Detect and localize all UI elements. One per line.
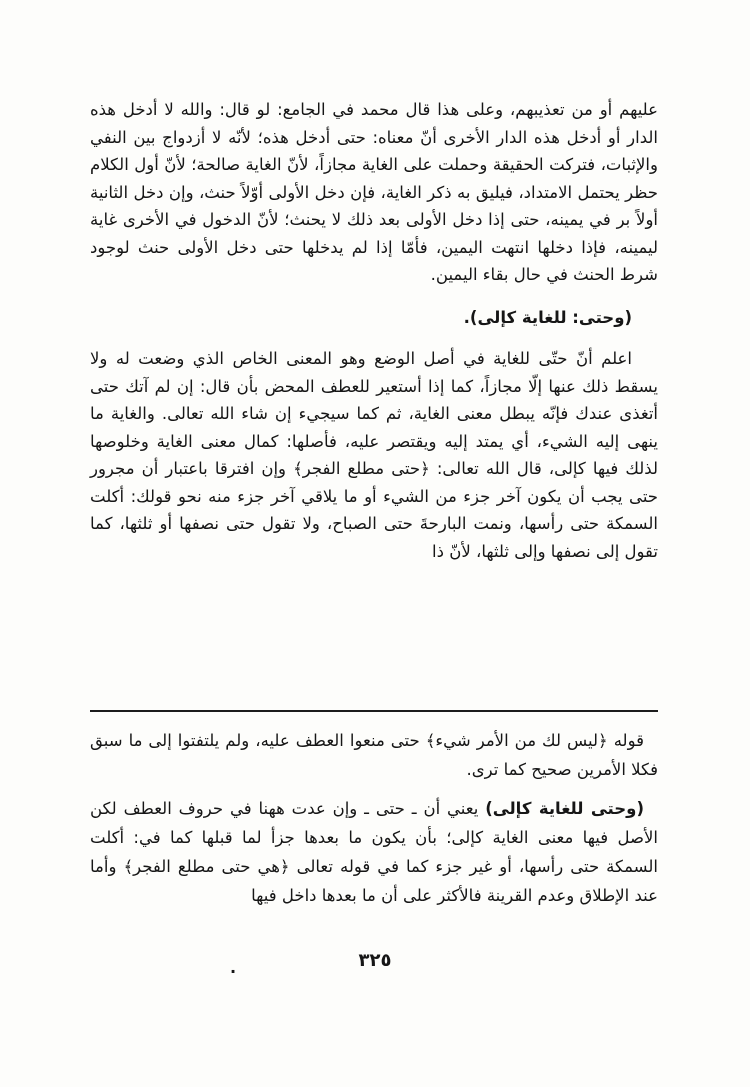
body-paragraph-1: عليهم أو من تعذيبهم، وعلى هذا قال محمد في الجامع: لو قال: والله لا أدخل هذه الدار أو أدخل هذه الدار الأخرى أنّ معناه: حتى أدخل هذه؛ لأنّه لا أزدواج بين النفي والإثبات، فتركت الحقيقة وحملت على الغاية مجازاً، لأنّ الغاية صالحة؛ لأنّ أول الكلام حظر يحتمل الامتداد، فيليق به ذكر الغاية، فإن دخل الأولى أوّلاً حنث، وإن دخل الثانية أولاً بر في يمينه، حتى إذا دخل الأولى بعد ذلك لا يحنث؛ لأنّ الدخول في الأخرى غاية ليمينه، فإذا دخلها انتهت اليمين، فأمّا إذا لم يدخلها حتى دخل الأولى حنث لوجود شرط الحنث في حال بقاء اليمين.	[90, 100, 658, 284]
footnote-block	[90, 726, 658, 910]
body-text-block	[90, 96, 658, 565]
footnote-body-text: يعني أن ـ حتى ـ وإن عدت ههنا في حروف العطف لكن الأصل فيها معنى الغاية كإلى؛ بأن يكون ما بعدها جزأ لما قبلها كما في: أكلت السمكة حتى رأسها، أو غير جزء كما في قوله تعالى ﴿هي حتى مطلع الفجر﴾ وأما عند الإطلاق وعدم القرينة فالأكثر على أن ما بعدها داخل فيها	[90, 799, 658, 905]
section-heading: (وحتى: للغاية كإلى).	[463, 307, 632, 327]
footnote-paragraph-2	[90, 794, 658, 910]
page-footer	[0, 950, 750, 980]
page-number: ٣٢٥	[358, 950, 392, 971]
footnote-lead-bold: (وحتى للغاية كإلى)	[485, 799, 644, 818]
footnote-paragraph-1: قوله ﴿ليس لك من الأمر شيء﴾ حتى منعوا العطف عليه، ولم يلتفتوا إلى ما سبق فكلا الأمرين صحيح كما ترى.	[90, 731, 658, 779]
footnote-separator	[90, 710, 658, 712]
body-paragraph-2: اعلم أنّ حتّى للغاية في أصل الوضع وهو المعنى الخاص الذي وضعت له ولا يسقط ذلك عنها إلّا مجازاً، كما إذا أستعير للعطف المحض بأن قال: إن لم آتك حتى أتغذى عندك فإنّه يبطل معنى الغاية، ثم كما سيجيء إن شاء الله تعالى. والغاية ما ينهى إليه الشيء، أي يمتد إليه ويقتصر عليه، فأصلها: كمال معنى الغاية وخلوصها لذلك فيها كإلى، قال الله تعالى: ﴿حتى مطلع الفجر﴾ وإن افترقا باعتبار أن مجرور حتى يجب أن يكون آخر جزء من الشيء أو ما يلاقي آخر جزء منه نحو قولك: أكلت السمكة حتى رأسها، ونمت البارحةَ حتى الصباح، ولا تقول حتى نصفها أو ثلثها، كما تقول إلى نصفها وإلى ثلثها، لأنّ ذا	[90, 349, 658, 561]
stray-ink-dot: .	[230, 958, 237, 977]
